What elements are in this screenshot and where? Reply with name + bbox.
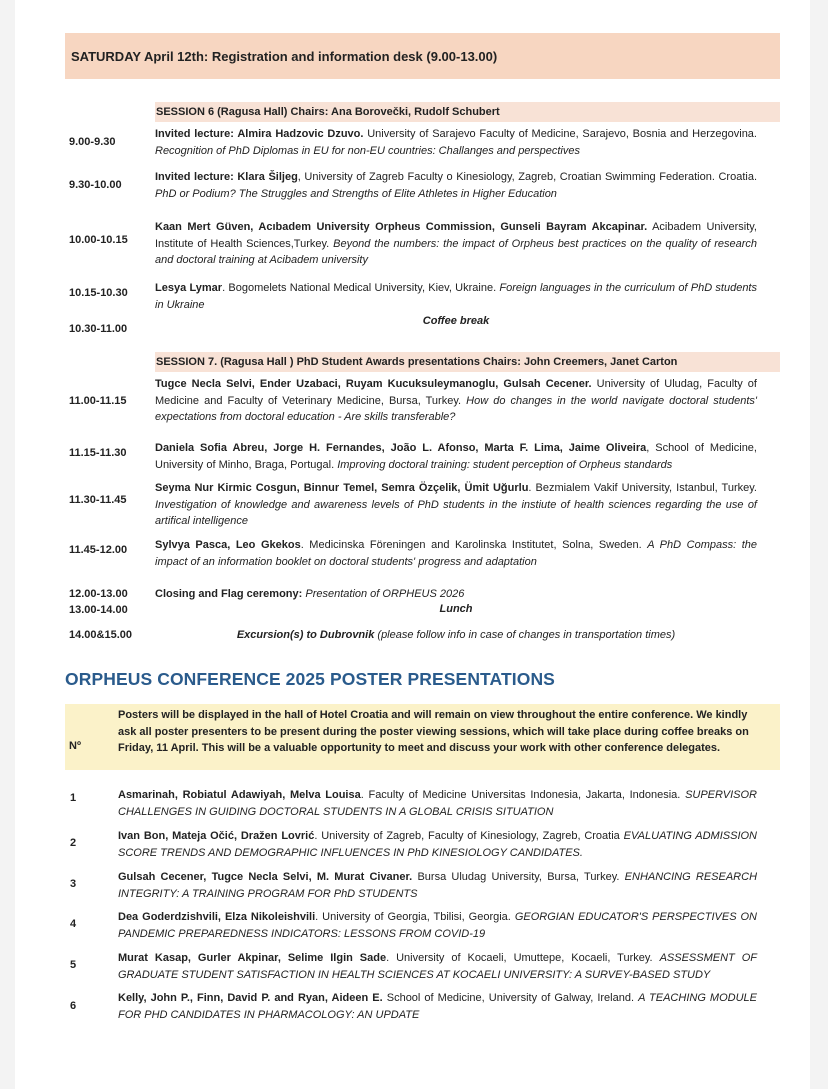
- talk-authors: Invited lecture: Klara Šiljeg: [155, 171, 298, 183]
- session-6-header: [155, 102, 780, 122]
- talk-authors: Invited lecture: Almira Hadzovic Dzuvo.: [155, 128, 364, 140]
- talk-authors: Kaan Mert Güven, Acıbadem University Orpheus Commission, Gunseli Bayram Akcapinar.: [155, 221, 648, 233]
- talk-title: Foreign languages in the curriculum of PhD students in Ukraine: [155, 282, 757, 311]
- talk-title: A PhD Compass: the impact of an information booklet on doctoral students' progress and adaptation: [155, 539, 757, 568]
- talk-authors: Seyma Nur Kirmic Cosgun, Binnur Temel, Semra Özçelik, Ümit Uğurlu: [155, 482, 529, 494]
- talk-affiliation: Acibadem University, Institute of Health Sciences,Turkey.: [155, 221, 757, 250]
- poster-entry: [118, 869, 757, 902]
- excursion-label: Excursion(s) to Dubrovnik: [236, 629, 375, 641]
- talk-affiliation: , School of Medicine, University of Minho, Braga, Portugal.: [155, 442, 757, 471]
- time-slot: 11.00-11.15: [69, 395, 127, 407]
- talk-title: Recognition of PhD Diplomas in EU for non-EU countries: Challanges and perspectives: [155, 144, 580, 157]
- time-slot: 14.00&15.00: [69, 629, 132, 641]
- poster-affiliation: School of Medicine, University of Galway, Ireland.: [382, 992, 639, 1004]
- talk-entry: [155, 169, 757, 202]
- excursion-entry: [155, 627, 757, 644]
- poster-affiliation: . University of Zagreb, Faculty of Kinesiology, Zagreb, Croatia: [314, 830, 624, 842]
- poster-number: 4: [70, 918, 77, 930]
- time-slot: 11.15-11.30: [69, 447, 127, 459]
- closing-ceremony: [155, 586, 757, 603]
- talk-authors: Lesya Lymar: [155, 282, 223, 294]
- poster-instructions: Posters will be displayed in the hall of Hotel Croatia and will remain on view throughout the entire conference. We kindly ask all poster presenters to be present during the poster viewing sessions, which will take place during coffee breaks on Friday, 11 April. This will be a valuable opportunity to meet and discuss your work with other conference delegates.: [118, 709, 749, 754]
- time-slot: 12.00-13.00: [69, 588, 128, 600]
- poster-entry: [118, 909, 757, 942]
- excursion-note: (please follow info in case of changes in transportation times): [374, 629, 676, 641]
- time-slot: 10.00-10.15: [69, 234, 128, 246]
- poster-title: GEORGIAN EDUCATOR'S PERSPECTIVES ON PANDEMIC PREPAREDNESS INDICATORS: LESSONS FROM COVID-19: [118, 911, 758, 940]
- poster-title: SUPERVISOR CHALLENGES IN GUIDING DOCTORAL STUDENTS IN A GLOBAL CRISIS SITUATION: [118, 789, 757, 818]
- poster-entry: [118, 787, 757, 820]
- time-slot: 11.30-11.45: [69, 494, 127, 506]
- poster-number: 2: [70, 837, 77, 849]
- poster-authors: Dea Goderdzishvili, Elza Nikoleishvili: [118, 911, 316, 923]
- poster-title: ENHANCING RESEARCH INTEGRITY: A TRAINING PROGRAM FOR PhD STUDENTS: [118, 871, 758, 900]
- coffee-break-label: Coffee break: [422, 315, 490, 327]
- poster-section-title: ORPHEUS CONFERENCE 2025 POSTER PRESENTATIONS: [65, 669, 555, 689]
- closing-label: Closing and Flag ceremony:: [155, 588, 303, 600]
- poster-title: ASSESSMENT OF GRADUATE STUDENT SATISFACTION IN HEALTH SCIENCES AT KOCAELI UNIVERSITY: A SURVEY-BASED STUDY: [118, 952, 757, 981]
- talk-affiliation: . Bogomelets National Medical University, Kiev, Ukraine.: [222, 282, 500, 294]
- talk-entry: [155, 537, 757, 570]
- talk-title: How do changes in the world navigate doctoral students' expectations from doctoral education - Are skills transferable?: [155, 394, 757, 423]
- poster-number-column-label: Nº: [69, 740, 81, 752]
- poster-title: EVALUATING ADMISSION SCORE TRENDS AND DEMOGRAPHIC INFLUENCES IN PhD KINESIOLOGY CANDIDATES.: [118, 830, 758, 859]
- talk-entry: [155, 280, 757, 313]
- time-slot: 10.30-11.00: [69, 323, 128, 335]
- poster-authors: Kelly, John P., Finn, David P. and Ryan, Aideen E.: [118, 992, 383, 1004]
- talk-authors: Tugce Necla Selvi, Ender Uzabaci, Ruyam Kucuksuleymanoglu, Gulsah Cecener.: [155, 378, 592, 390]
- lunch-label: Lunch: [439, 603, 473, 615]
- closing-title: Presentation of ORPHEUS 2026: [302, 588, 465, 600]
- poster-entry: [118, 950, 757, 983]
- time-slot: 9.30-10.00: [69, 179, 122, 191]
- time-slot: 11.45-12.00: [69, 544, 128, 556]
- day-header-text: SATURDAY April 12th: Registration and information desk (9.00-13.00): [71, 48, 498, 64]
- talk-entry: [155, 440, 757, 473]
- poster-authors: Gulsah Cecener, Tugce Necla Selvi, M. Murat Civaner.: [118, 871, 413, 883]
- poster-affiliation: . Faculty of Medicine Universitas Indonesia, Jakarta, Indonesia.: [360, 789, 686, 801]
- poster-number: 5: [70, 959, 77, 971]
- talk-title: PhD or Podium? The Struggles and Strengths of Elite Athletes in Higher Education: [155, 187, 557, 200]
- poster-number: 3: [70, 878, 77, 890]
- talk-title: Improving doctoral training: student perception of Orpheus standards: [337, 458, 673, 471]
- poster-number: 6: [70, 1000, 77, 1012]
- session-7-title: SESSION 7. (Ragusa Hall ) PhD Student Awards presentations Chairs: John Creemers, Janet Carton: [156, 356, 678, 368]
- poster-entry: [118, 828, 757, 861]
- talk-title: Investigation of knowledge and awareness levels of PhD students in the instiute of health sciences regarding the use of artifical intelligence: [155, 498, 757, 527]
- poster-affiliation: Bursa Uludag University, Bursa, Turkey.: [412, 871, 625, 883]
- poster-title: A TEACHING MODULE FOR PHD CANDIDATES IN PHARMACOLOGY: AN UPDATE: [118, 992, 757, 1021]
- poster-authors: Asmarinah, Robiatul Adawiyah, Melva Louisa: [118, 789, 361, 801]
- talk-entry: [155, 126, 757, 159]
- talk-entry: [155, 376, 757, 426]
- time-slot: 10.15-10.30: [69, 287, 128, 299]
- poster-authors: Murat Kasap, Gurler Akpinar, Selime Ilgin Sade: [118, 952, 387, 964]
- talk-entry: [155, 480, 757, 530]
- talk-title: Beyond the numbers: the impact of Orpheus best practices on the quality of research and doctoral training at Acibadem university: [155, 237, 757, 266]
- poster-authors: Ivan Bon, Mateja Očić, Dražen Lovrić: [118, 830, 315, 842]
- talk-affiliation: University of Sarajevo Faculty of Medicine, Sarajevo, Bosnia and Herzegovina.: [363, 128, 757, 140]
- time-slot: 9.00-9.30: [69, 136, 116, 148]
- poster-affiliation: . University of Georgia, Tbilisi, Georgia.: [315, 911, 515, 923]
- poster-number: 1: [70, 792, 77, 804]
- talk-authors: Sylvya Pasca, Leo Gkekos: [155, 539, 301, 551]
- poster-affiliation: . University of Kocaeli, Umuttepe, Kocaeli, Turkey.: [386, 952, 660, 964]
- day-header: [65, 33, 780, 79]
- time-slot: 13.00-14.00: [69, 604, 128, 616]
- talk-affiliation: . Bezmialem Vakif University, Istanbul, Turkey.: [528, 482, 757, 494]
- talk-affiliation: University of Uludag, Faculty of Medicine and Faculty of Veterinary Medicine, Bursa, Turkey.: [155, 378, 757, 407]
- talk-authors: Daniela Sofia Abreu, Jorge H. Fernandes, João L. Afonso, Marta F. Lima, Jaime Oliveira: [155, 442, 647, 454]
- session-7-header: [155, 352, 780, 372]
- talk-affiliation: . Medicinska Föreningen and Karolinska Institutet, Solna, Sweden.: [300, 539, 648, 551]
- talk-affiliation: , University of Zagreb Faculty o Kinesiology, Zagreb, Croatian Swimming Federation. Croatia.: [297, 171, 758, 183]
- poster-entry: [118, 990, 757, 1023]
- session-6-title: SESSION 6 (Ragusa Hall) Chairs: Ana Borovečki, Rudolf Schubert: [156, 106, 500, 118]
- program-page: [15, 0, 810, 1089]
- talk-entry: [155, 219, 757, 269]
